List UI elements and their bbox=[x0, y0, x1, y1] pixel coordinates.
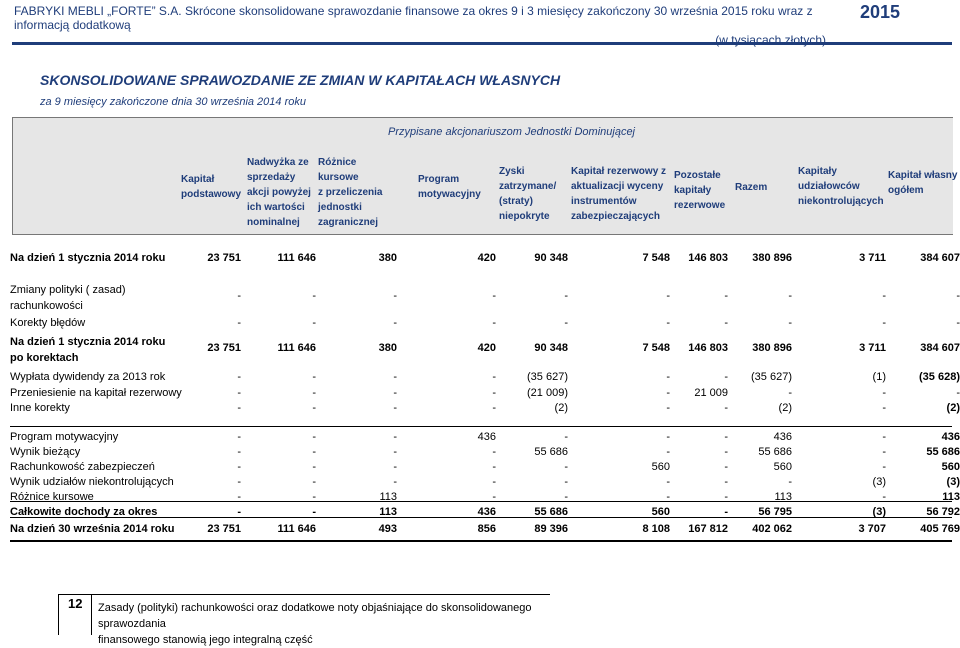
cell-value: 111 646 bbox=[277, 342, 316, 354]
cell-value: 90 348 bbox=[534, 252, 568, 264]
cell-value: - bbox=[492, 461, 496, 473]
column-header-line: Pozostałe bbox=[674, 170, 721, 181]
column-header-line: z przeliczenia bbox=[318, 187, 383, 198]
cell-value: 560 bbox=[651, 461, 670, 473]
cell-value: - bbox=[312, 431, 316, 443]
cell-value: - bbox=[788, 290, 792, 302]
cell-value: 380 896 bbox=[752, 342, 792, 354]
cell-value: 493 bbox=[378, 523, 397, 535]
row-label-line: Wynik udziałów niekontrolujących bbox=[10, 476, 174, 488]
row-label bbox=[10, 431, 118, 443]
row-label bbox=[10, 402, 70, 414]
cell-value: - bbox=[237, 446, 241, 458]
cell-value: - bbox=[666, 491, 670, 503]
cell-value: - bbox=[724, 506, 728, 518]
cell-value: - bbox=[882, 387, 886, 399]
cell-value: (1) bbox=[872, 371, 886, 383]
cell-value: - bbox=[312, 317, 316, 329]
cell-value: - bbox=[724, 461, 728, 473]
cell-value: (2) bbox=[554, 402, 568, 414]
cell-value: - bbox=[956, 317, 960, 329]
row-label bbox=[10, 252, 165, 264]
column-header-line: jednostki bbox=[318, 202, 362, 213]
cell-value: - bbox=[393, 476, 397, 488]
row-label bbox=[10, 317, 85, 329]
cell-value: - bbox=[312, 476, 316, 488]
column-header-line: ogółem bbox=[888, 185, 924, 196]
cell-value: 8 108 bbox=[642, 523, 670, 535]
cell-value: - bbox=[956, 387, 960, 399]
section-divider bbox=[10, 426, 952, 427]
cell-value: - bbox=[393, 371, 397, 383]
cell-value: 7 548 bbox=[642, 252, 670, 264]
cell-value: 384 607 bbox=[920, 252, 960, 264]
cell-value: - bbox=[882, 491, 886, 503]
cell-value: 7 548 bbox=[642, 342, 670, 354]
header-units: (w tysiącach złotych) bbox=[715, 33, 826, 47]
column-header bbox=[247, 155, 311, 230]
cell-value: 89 396 bbox=[534, 523, 568, 535]
cell-value: - bbox=[724, 317, 728, 329]
cell-value: 380 bbox=[378, 252, 397, 264]
cell-value: - bbox=[564, 317, 568, 329]
cell-value: 3 707 bbox=[858, 523, 886, 535]
cell-value: - bbox=[492, 491, 496, 503]
row-label-line: Na dzień 1 stycznia 2014 roku bbox=[10, 336, 166, 348]
column-header-line: akcji powyżej bbox=[247, 187, 311, 198]
cell-value: - bbox=[393, 317, 397, 329]
row-label-line: Zmiany polityki ( zasad) bbox=[10, 284, 126, 296]
column-header bbox=[735, 180, 767, 195]
cell-value: 405 769 bbox=[920, 523, 960, 535]
footer-note-line-2: finansowego stanowią jego integralną część bbox=[98, 634, 313, 646]
cell-value: - bbox=[393, 431, 397, 443]
row-label-line: Różnice kursowe bbox=[10, 491, 94, 503]
cell-value: 111 646 bbox=[277, 252, 316, 264]
column-header-line: Kapitały bbox=[798, 166, 837, 177]
footer-note-line-1: Zasady (polityki) rachunkowości oraz dodatkowe noty objaśniające do skonsolidowanego sprawozdania bbox=[98, 602, 532, 630]
column-header-line: aktualizacji wyceny bbox=[571, 181, 664, 192]
cell-value: 113 bbox=[774, 491, 792, 503]
cell-value: - bbox=[312, 387, 316, 399]
cell-value: - bbox=[724, 446, 728, 458]
column-header-line: podstawowy bbox=[181, 189, 242, 200]
cell-value: 380 896 bbox=[752, 252, 792, 264]
cell-value: - bbox=[666, 476, 670, 488]
cell-value: 436 bbox=[773, 431, 792, 443]
column-header-line: Zyski bbox=[499, 166, 525, 177]
cell-value: 55 686 bbox=[534, 506, 568, 518]
column-header bbox=[674, 168, 725, 213]
cell-value: - bbox=[564, 476, 568, 488]
column-header-line: Różnice bbox=[318, 157, 357, 168]
cell-value: 90 348 bbox=[534, 342, 568, 354]
cell-value: 420 bbox=[477, 252, 496, 264]
column-header-line: ich wartości bbox=[247, 202, 305, 213]
cell-value: (35 627) bbox=[527, 371, 568, 383]
column-header-line: zatrzymane/ bbox=[499, 181, 557, 192]
column-header-line: instrumentów bbox=[571, 196, 637, 207]
column-header-line: Kapitał własny bbox=[888, 170, 958, 181]
company-name: FABRYKI MEBLI „FORTE” S.A. bbox=[14, 4, 182, 18]
cell-value: - bbox=[666, 431, 670, 443]
cell-value: - bbox=[492, 317, 496, 329]
column-header bbox=[571, 164, 666, 224]
column-header-line: nominalnej bbox=[247, 217, 300, 228]
cell-value: - bbox=[666, 446, 670, 458]
cell-value: 380 bbox=[378, 342, 397, 354]
cell-value: - bbox=[492, 371, 496, 383]
row-label-line: Przeniesienie na kapitał rezerwowy bbox=[10, 387, 182, 399]
cell-value: - bbox=[237, 476, 241, 488]
row-label bbox=[10, 282, 126, 314]
header-divider bbox=[12, 42, 952, 45]
row-label bbox=[10, 523, 174, 535]
cell-value: (3) bbox=[946, 476, 960, 488]
cell-value: - bbox=[237, 491, 241, 503]
column-header bbox=[418, 172, 481, 202]
cell-value: - bbox=[666, 402, 670, 414]
cell-value: - bbox=[393, 461, 397, 473]
cell-value: - bbox=[492, 402, 496, 414]
cell-value: (2) bbox=[778, 402, 792, 414]
cell-value: - bbox=[724, 290, 728, 302]
column-header bbox=[181, 172, 241, 202]
column-header-line: Razem bbox=[735, 182, 768, 193]
cell-value: - bbox=[788, 476, 792, 488]
column-header-line: Kapitał bbox=[181, 174, 215, 185]
cell-value: 436 bbox=[477, 431, 496, 443]
cell-value: 146 803 bbox=[688, 252, 728, 264]
column-header-line: rezerwowe bbox=[674, 200, 726, 211]
cell-value: - bbox=[393, 290, 397, 302]
cell-value: 55 686 bbox=[534, 446, 568, 458]
cell-value: - bbox=[882, 317, 886, 329]
cell-value: - bbox=[237, 461, 241, 473]
cell-value: 21 009 bbox=[694, 387, 728, 399]
cell-value: - bbox=[237, 317, 241, 329]
cell-value: - bbox=[312, 402, 316, 414]
row-label bbox=[10, 334, 165, 366]
statement-title: SKONSOLIDOWANE SPRAWOZDANIE ZE ZMIAN W KAPITAŁACH WŁASNYCH bbox=[40, 72, 561, 88]
cell-value: - bbox=[237, 402, 241, 414]
cell-value: - bbox=[564, 461, 568, 473]
column-header-line: Kapitał rezerwowy z bbox=[571, 166, 667, 177]
cell-value: - bbox=[393, 387, 397, 399]
attributable-label: Przypisane akcjonariuszom Jednostki Dominującej bbox=[388, 126, 636, 138]
cell-value: (3) bbox=[872, 506, 886, 518]
column-header-line: kursowe bbox=[318, 172, 359, 183]
cell-value: - bbox=[956, 290, 960, 302]
row-label bbox=[10, 446, 80, 458]
cell-value: - bbox=[237, 290, 241, 302]
cell-value: 55 686 bbox=[758, 446, 792, 458]
cell-value: - bbox=[492, 476, 496, 488]
cell-value: - bbox=[788, 317, 792, 329]
cell-value: - bbox=[237, 387, 241, 399]
row-label bbox=[10, 476, 174, 488]
cell-value: 113 bbox=[942, 491, 960, 503]
page-number: 12 bbox=[68, 596, 83, 611]
column-header bbox=[499, 164, 556, 224]
cell-value: 23 751 bbox=[207, 342, 241, 354]
column-header-line: udziałowców bbox=[798, 181, 860, 192]
footer-divider bbox=[90, 594, 550, 595]
cell-value: - bbox=[882, 402, 886, 414]
cell-value: (3) bbox=[872, 476, 886, 488]
report-year: 2015 bbox=[860, 2, 901, 22]
row-label bbox=[10, 387, 182, 399]
row-label-line: Korekty błędów bbox=[10, 317, 86, 329]
cell-value: 113 bbox=[379, 491, 397, 503]
column-header-line: Nadwyżka ze bbox=[247, 157, 309, 168]
column-header-line: sprzedaży bbox=[247, 172, 296, 183]
column-header-line: niekontrolujących bbox=[798, 196, 884, 207]
cell-value: - bbox=[724, 431, 728, 443]
column-header-line: (straty) bbox=[499, 196, 533, 207]
row-label-line: Inne korekty bbox=[10, 402, 70, 414]
cell-value: 560 bbox=[941, 461, 960, 473]
cell-value: - bbox=[882, 431, 886, 443]
document-header bbox=[14, 4, 826, 47]
cell-value: - bbox=[393, 402, 397, 414]
cell-value: - bbox=[666, 371, 670, 383]
cell-value: - bbox=[492, 387, 496, 399]
cell-value: - bbox=[724, 371, 728, 383]
cell-value: 560 bbox=[651, 506, 670, 518]
cell-value: 55 686 bbox=[926, 446, 960, 458]
cell-value: - bbox=[492, 290, 496, 302]
column-header-line: Program bbox=[418, 174, 460, 185]
row-label-line: Program motywacyjny bbox=[10, 431, 119, 443]
cell-value: 23 751 bbox=[207, 523, 241, 535]
cell-value: - bbox=[564, 491, 568, 503]
cell-value: 3 711 bbox=[859, 342, 886, 354]
cell-value: 111 646 bbox=[277, 523, 316, 535]
cell-value: - bbox=[312, 446, 316, 458]
row-label bbox=[10, 371, 165, 383]
column-header bbox=[888, 168, 957, 198]
cell-value: - bbox=[237, 431, 241, 443]
cell-value: - bbox=[724, 491, 728, 503]
cell-value: 436 bbox=[941, 431, 960, 443]
cell-value: - bbox=[666, 290, 670, 302]
cell-value: 146 803 bbox=[688, 342, 728, 354]
cell-value: 56 792 bbox=[926, 506, 960, 518]
cell-value: - bbox=[724, 476, 728, 488]
cell-value: - bbox=[788, 387, 792, 399]
column-header-line: zagranicznej bbox=[318, 217, 379, 228]
column-header-line: kapitały bbox=[674, 185, 712, 196]
row-label-line: Na dzień 30 września 2014 roku bbox=[10, 523, 175, 535]
cell-value: - bbox=[312, 506, 316, 518]
cell-value: (35 628) bbox=[919, 371, 960, 383]
cell-value: - bbox=[882, 446, 886, 458]
row-label-line: Na dzień 1 stycznia 2014 roku bbox=[10, 252, 166, 264]
cell-value: - bbox=[237, 506, 241, 518]
cell-value: 56 795 bbox=[758, 506, 792, 518]
row-label-line: rachunkowości bbox=[10, 300, 83, 312]
cell-value: - bbox=[237, 371, 241, 383]
cell-value: 167 812 bbox=[688, 523, 728, 535]
column-header bbox=[318, 155, 382, 230]
cell-value: (2) bbox=[946, 402, 960, 414]
cell-value: 402 062 bbox=[752, 523, 792, 535]
cell-value: 560 bbox=[773, 461, 792, 473]
header-description: Skrócone skonsolidowane sprawozdanie finansowe za okres 9 i 3 miesięcy zakończony 30 września 2015 roku wraz z informacją dodatkową bbox=[14, 4, 813, 32]
subtotal-rule bbox=[10, 501, 952, 502]
row-label bbox=[10, 461, 155, 473]
cell-value: 3 711 bbox=[859, 252, 886, 264]
cell-value: - bbox=[666, 387, 670, 399]
cell-value: (21 009) bbox=[527, 387, 568, 399]
cell-value: - bbox=[312, 461, 316, 473]
column-header bbox=[798, 164, 884, 209]
cell-value: 384 607 bbox=[920, 342, 960, 354]
row-label-line: Całkowite dochody za okres bbox=[10, 506, 158, 518]
column-header-line: zabezpieczających bbox=[571, 211, 660, 222]
cell-value: - bbox=[312, 491, 316, 503]
cell-value: - bbox=[312, 371, 316, 383]
column-header-line: niepokryte bbox=[499, 211, 550, 222]
row-label-line: Rachunkowość zabezpieczeń bbox=[10, 461, 155, 473]
column-header-line: motywacyjny bbox=[418, 189, 481, 200]
closing-rule bbox=[10, 540, 952, 542]
cell-value: - bbox=[564, 431, 568, 443]
cell-value: 113 bbox=[379, 506, 397, 518]
cell-value: - bbox=[724, 402, 728, 414]
cell-value: - bbox=[882, 290, 886, 302]
cell-value: (35 627) bbox=[751, 371, 792, 383]
cell-value: - bbox=[564, 290, 568, 302]
cell-value: 436 bbox=[477, 506, 496, 518]
cell-value: 23 751 bbox=[207, 252, 241, 264]
cell-value: - bbox=[492, 446, 496, 458]
row-label-line: po korektach bbox=[10, 352, 79, 364]
cell-value: - bbox=[666, 317, 670, 329]
cell-value: - bbox=[882, 461, 886, 473]
cell-value: - bbox=[312, 290, 316, 302]
cell-value: 420 bbox=[477, 342, 496, 354]
cell-value: 856 bbox=[477, 523, 496, 535]
statement-period: za 9 miesięcy zakończone dnia 30 września 2014 roku bbox=[40, 96, 306, 108]
row-label-line: Wynik bieżący bbox=[10, 446, 81, 458]
row-label-line: Wypłata dywidendy za 2013 rok bbox=[10, 371, 166, 383]
cell-value: - bbox=[393, 446, 397, 458]
subtotal-rule-2 bbox=[10, 517, 952, 518]
